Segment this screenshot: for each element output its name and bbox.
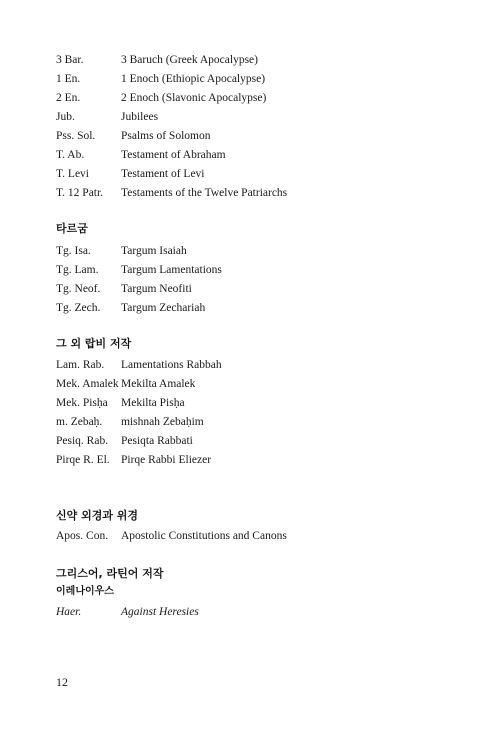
abbreviation-row — [0, 89, 500, 108]
abbreviation: Tg. Neof. — [56, 283, 101, 295]
abbreviation: m. Zebaḥ. — [56, 416, 103, 428]
page-number: 12 — [56, 675, 68, 689]
abbreviation: Jub. — [56, 111, 75, 123]
full-title: Apostolic Constitutions and Canons — [121, 530, 287, 542]
abbreviation: 2 En. — [56, 92, 81, 104]
abbreviation: 3 Bar. — [56, 54, 84, 66]
full-title: Mekilta Pisḥa — [121, 397, 185, 409]
abbreviation-row — [0, 375, 500, 394]
abbreviation: Tg. Zech. — [56, 302, 101, 314]
full-title: Lamentations Rabbah — [121, 359, 222, 371]
abbreviation: Tg. Isa. — [56, 245, 91, 257]
abbreviation-row — [0, 356, 500, 375]
abbreviation-row — [0, 527, 500, 546]
full-title: Against Heresies — [121, 606, 199, 618]
abbreviation-row — [0, 146, 500, 165]
abbreviation-row — [0, 184, 500, 203]
full-title: Targum Lamentations — [121, 264, 222, 276]
abbreviation: Pesiq. Rab. — [56, 435, 109, 447]
abbreviation-row — [0, 127, 500, 146]
section-heading-greek-latin: 그리스어, 라틴어 저작 — [56, 567, 164, 580]
full-title: 1 Enoch (Ethiopic Apocalypse) — [121, 73, 266, 85]
abbreviation: Mek. Pisḥa — [56, 397, 108, 409]
abbreviation-row — [0, 394, 500, 413]
abbreviation: Mek. Amalek — [56, 378, 119, 390]
abbreviation-row — [0, 261, 500, 280]
abbreviation-row — [0, 70, 500, 89]
abbreviation: Pirqe R. El. — [56, 454, 110, 466]
section-heading-rabbinic: 그 외 랍비 저작 — [56, 337, 132, 350]
full-title: Testament of Levi — [121, 168, 205, 180]
full-title: Testament of Abraham — [121, 149, 226, 161]
full-title: Targum Zechariah — [121, 302, 206, 314]
full-title: Targum Neofiti — [121, 283, 192, 295]
abbreviation: Apos. Con. — [56, 530, 109, 542]
abbreviation: T. Levi — [56, 168, 89, 180]
abbreviation-row — [0, 603, 500, 622]
full-title: 3 Baruch (Greek Apocalypse) — [121, 54, 258, 66]
full-title: Mekilta Amalek — [121, 378, 196, 390]
section-heading-targum: 타르굼 — [56, 222, 88, 235]
full-title: Psalms of Solomon — [121, 130, 211, 142]
abbreviation: Haer. — [56, 606, 82, 618]
author-subheading: 이레나이우스 — [56, 586, 114, 597]
full-title: Targum Isaiah — [121, 245, 187, 257]
section-heading-nt-apocrypha: 신약 외경과 위경 — [56, 509, 139, 522]
abbreviation: Tg. Lam. — [56, 264, 99, 276]
full-title: Testaments of the Twelve Patriarchs — [121, 187, 288, 199]
full-title: 2 Enoch (Slavonic Apocalypse) — [121, 92, 267, 104]
abbreviation-row — [0, 299, 500, 318]
abbreviation: Lam. Rab. — [56, 359, 105, 371]
abbreviation: T. 12 Patr. — [56, 187, 104, 199]
full-title: Pesiqta Rabbati — [121, 435, 193, 447]
abbreviation-row — [0, 242, 500, 261]
abbreviation-row — [0, 51, 500, 70]
abbreviation-row — [0, 280, 500, 299]
abbreviation: Pss. Sol. — [56, 130, 96, 142]
abbreviation: T. Ab. — [56, 149, 85, 161]
abbreviation: 1 En. — [56, 73, 81, 85]
full-title: Jubilees — [121, 111, 159, 123]
full-title: mishnah Zebaḥim — [121, 416, 204, 428]
full-title: Pirqe Rabbi Eliezer — [121, 454, 212, 466]
abbreviation-row — [0, 451, 500, 470]
abbreviation-row — [0, 413, 500, 432]
abbreviation-row — [0, 108, 500, 127]
abbreviation-row — [0, 165, 500, 184]
abbreviation-row — [0, 432, 500, 451]
